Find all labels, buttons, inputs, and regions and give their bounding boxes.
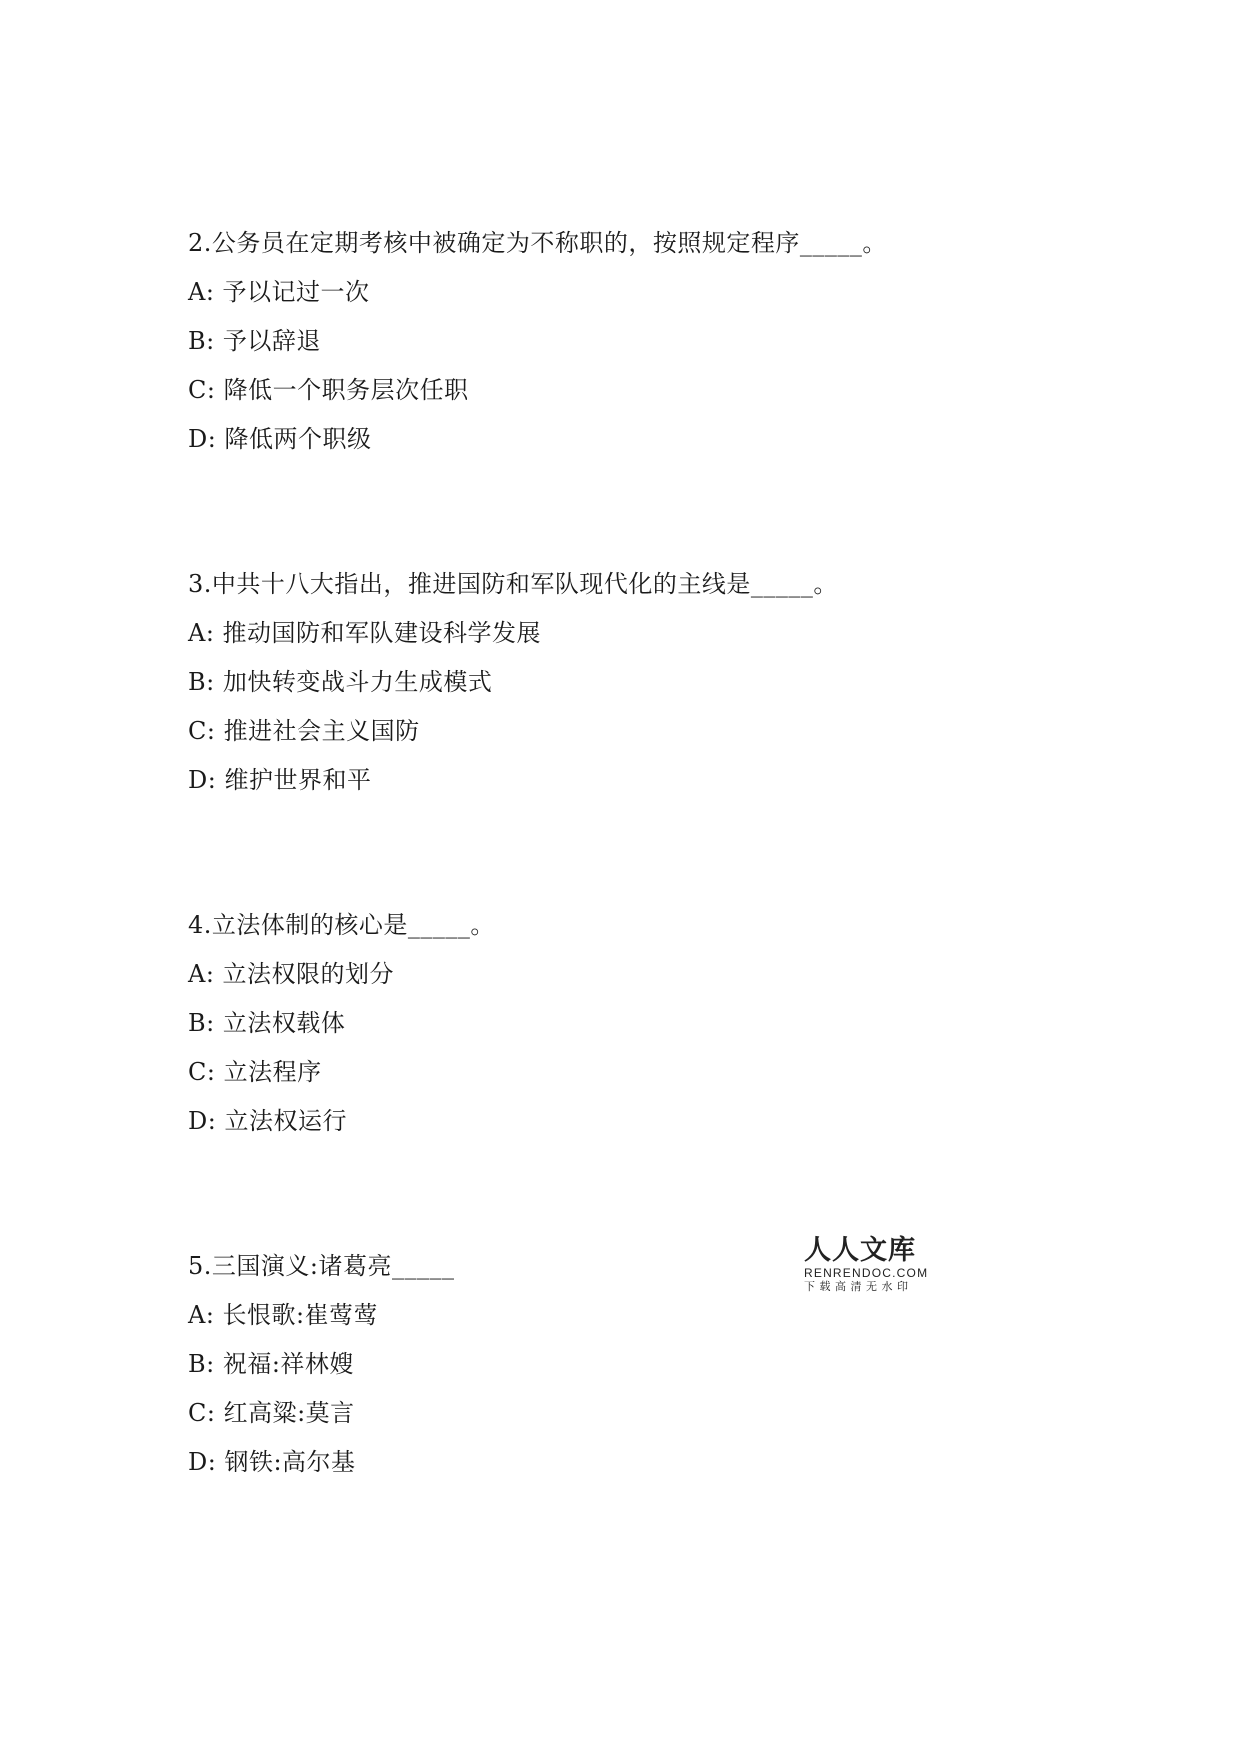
option-c: C: 降低一个职务层次任职 [188,376,469,404]
option-d: D: 降低两个职级 [188,425,372,453]
option-d: D: 钢铁:高尔基 [188,1448,356,1476]
option-a: A: 推动国防和军队建设科学发展 [188,619,542,647]
question-3 [188,569,1088,814]
question-2 [188,228,1088,473]
option-b: B: 加快转变战斗力生成模式 [188,668,493,696]
option-c: C: 立法程序 [188,1058,322,1086]
option-c: C: 推进社会主义国防 [188,717,420,745]
option-c: C: 红高粱:莫言 [188,1399,355,1427]
watermark-title: 人人文库 [804,1235,916,1266]
option-a: A: 予以记过一次 [188,278,370,306]
option-d: D: 维护世界和平 [188,766,372,794]
watermark-url: RENRENDOC.COM [804,1266,929,1280]
question-stem: 5.三国演义:诸葛亮_____ [188,1252,455,1280]
question-stem: 3.中共十八大指出，推进国防和军队现代化的主线是_____。 [188,570,838,598]
question-5 [188,1251,1088,1496]
option-b: B: 祝福:祥林嫂 [188,1350,354,1378]
question-4 [188,910,1088,1155]
option-a: A: 长恨歌:崔莺莺 [188,1301,379,1329]
watermark-logo [804,1236,932,1294]
option-b: B: 予以辞退 [188,327,321,355]
option-b: B: 立法权载体 [188,1009,346,1037]
question-stem: 4.立法体制的核心是_____。 [188,911,495,939]
option-d: D: 立法权运行 [188,1107,347,1135]
option-a: A: 立法权限的划分 [188,960,395,988]
question-stem: 2.公务员在定期考核中被确定为不称职的，按照规定程序_____。 [188,229,887,257]
watermark-subtitle: 下载高清无水印 [804,1280,913,1293]
